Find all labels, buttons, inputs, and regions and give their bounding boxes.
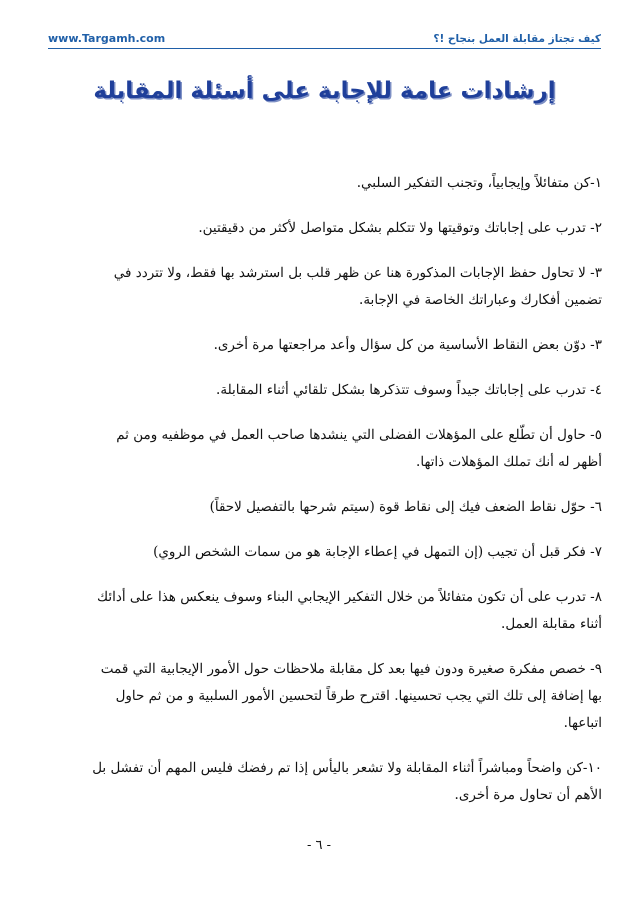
guideline-item-3: ٣- لا تحاول حفظ الإجابات المذكورة هنا عن ظهر قلب بل استرشد بها فقط، ولا تتردد في تضمين أفكارك وعباراتك الخاصة في الإجابة.	[113, 265, 602, 308]
guidelines-list	[92, 170, 602, 827]
guideline-item-6: ٥- حاول أن تطّلع على المؤهلات الفضلى التي ينشدها صاحب العمل في موظفيه ومن ثم أظهر له أنك تملك المؤهلات ذاتها.	[116, 427, 602, 470]
guideline-item-11: ١٠-كن واضحاً ومباشراً أثناء المقابلة ولا تشعر باليأس إذا تم رفضك فليس المهم أن تفشل بل الأهم أن تحاول مرة أخرى.	[92, 760, 602, 803]
guideline-item-8: ٧- فكر قبل أن تجيب (إن التمهل في إعطاء الإجابة هو من سمات الشخص الروي)	[153, 544, 602, 560]
guideline-item-5: ٤- تدرب على إجاباتك جيداً وسوف تتذكرها بشكل تلقائي أثناء المقابلة.	[216, 382, 602, 398]
section-title: إرشادات عامة للإجابة على أسئلة المقابلة	[93, 78, 556, 104]
guideline-item-10: ٩- خصص مفكرة صغيرة ودون فيها بعد كل مقابلة ملاحظات حول الأمور الإيجابية التي قمت بها إضافة إلى تلك التي يجب تحسينها. اقترح طرقاً لتحسين الأمور السلبية و من ثم حاول اتباعها.	[100, 661, 602, 731]
guideline-item-4: ٣- دوّن بعض النقاط الأساسية من كل سؤال وأعد مراجعتها مرة أخرى.	[213, 337, 602, 353]
website-url[interactable]: www.Targamh.com	[48, 32, 166, 45]
book-title: كيف تجتاز مقابلة العمل بنجاح !؟	[433, 33, 601, 45]
guideline-item-9: ٨- تدرب على أن تكون متفائلاً من خلال التفكير الإيجابي البناء وسوف ينعكس هذا على أدائك أثناء مقابلة العمل.	[96, 589, 602, 632]
guideline-item-2: ٢- تدرب على إجاباتك وتوقيتها ولا تتكلم بشكل متواصل لأكثر من دقيقتين.	[198, 220, 602, 236]
page-number: - ٦ -	[306, 838, 332, 853]
page-header	[48, 28, 601, 49]
guideline-item-7: ٦- حوّل نقاط الضعف فيك إلى نقاط قوة (سيتم شرحها بالتفصيل لاحقاً)	[209, 499, 602, 515]
guideline-item-1: ١-كن متفائلاً وإيجابياً، وتجنب التفكير السلبي.	[356, 175, 602, 191]
